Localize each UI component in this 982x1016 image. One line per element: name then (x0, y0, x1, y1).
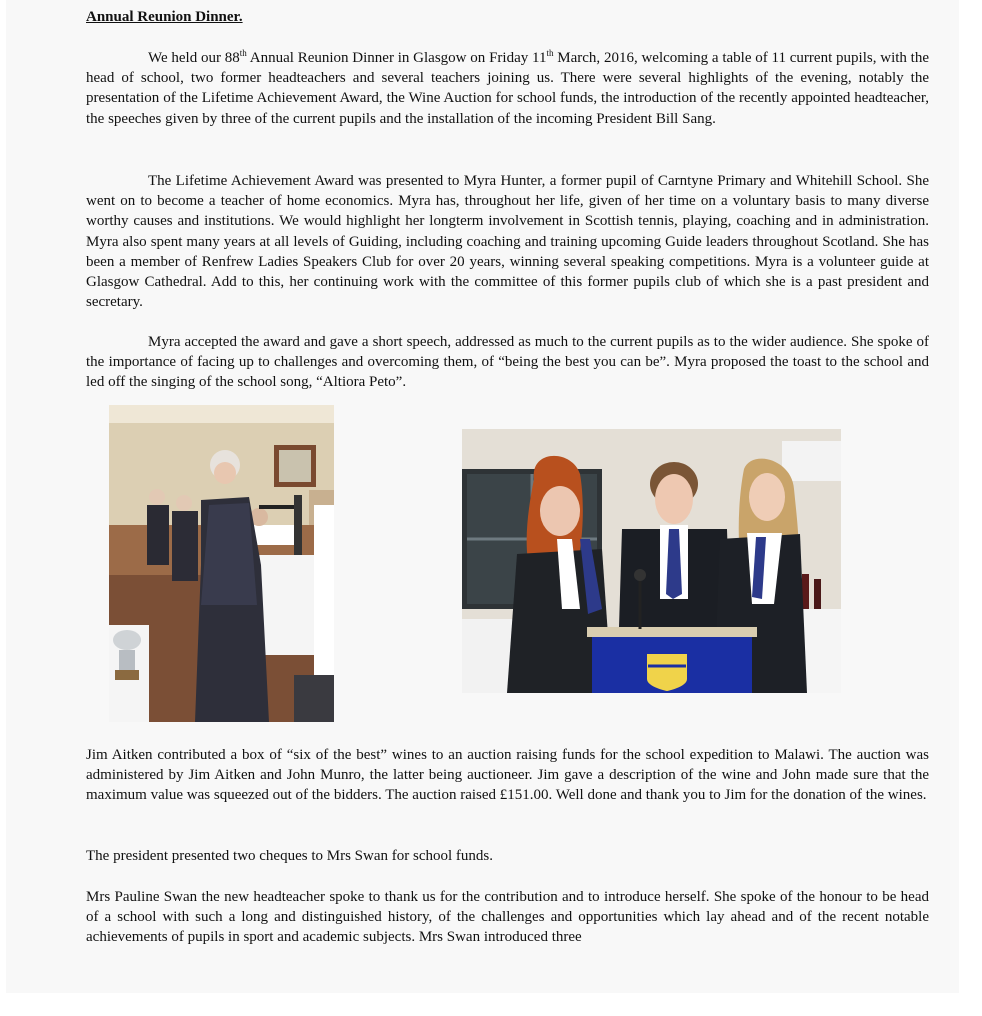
speaker-photo-drawing (109, 405, 334, 722)
speaker-photo (109, 405, 334, 722)
section-title: Annual Reunion Dinner. (86, 9, 243, 25)
ordinal-suffix-1: th (239, 48, 247, 58)
ordinal-suffix-2: th (546, 48, 554, 58)
intro-text-3: March, 2016, welcoming a table of 11 current pupils, with the head of school, two former headteachers and several teachers joining us. There were several highlights of the evening, notably the presentation of the Lifetime Achievement Award, the Wine Auction for school funds, the introduction of the recently appointed headteacher, the speeches given by three of the current pupils and the installation of the incoming President Bill Sang. (86, 50, 930, 127)
pupils-photo-drawing (462, 429, 841, 693)
paragraph-cheques: The president presented two cheques to Mrs Swan for school funds. (86, 848, 493, 864)
paragraph-headteacher: Mrs Pauline Swan the new headteacher spoke to thank us for the contribution and to introduce herself. She spoke of the honour to be head of a school with such a long and distinguished history, of the challenges and opportunities which lay ahead and of the recent notable achievements of pupils in sport and academic subjects. Mrs Swan introduced three (86, 889, 929, 946)
paragraph-award: The Lifetime Achievement Award was presented to Myra Hunter, a former pupil of Carntyne Primary and Whitehill School. She went on to become a teacher of home economics. Myra has, throughout her life, given of her time on a voluntary basis to many diverse worthy causes and institutions. We would highlight her longterm involvement in Scottish tennis, playing, coaching and in administration. Myra also spent many years at all levels of Guiding, including coaching and training upcoming Guide leaders throughout Scotland. She has been a member of Renfrew Ladies Speakers Club for over 20 years, winning several speaking competitions. Myra is a volunteer guide at Glasgow Cathedral. Add to this, her continuing work with the committee of this former pupils club of which she is a past president and secretary. (86, 173, 929, 311)
pupils-photo (462, 429, 841, 693)
intro-text-2: Annual Reunion Dinner in Glasgow on Friday 11 (246, 50, 547, 66)
paragraph-intro (86, 48, 929, 129)
paragraph-wine-auction: Jim Aitken contributed a box of “six of the best” wines to an auction raising funds for the school expedition to Malawi. The auction was administered by Jim Aitken and John Munro, the latter being auctioneer. Jim gave a description of the wine and John made sure that the maximum value was squeezed out of the bidders. The auction raised £151.00. Well done and thank you to Jim for the donation of the wines. (86, 747, 929, 804)
paragraph-speech: Myra accepted the award and gave a short speech, addressed as much to the current pupils as to the wider audience. She spoke of the importance of facing up to challenges and overcoming them, of “being the best you can be”. Myra proposed the toast to the school and led off the singing of the school song, “Altiora Peto”. (86, 334, 929, 391)
intro-text-1: We held our 88 (148, 50, 240, 66)
document-page (6, 0, 959, 993)
